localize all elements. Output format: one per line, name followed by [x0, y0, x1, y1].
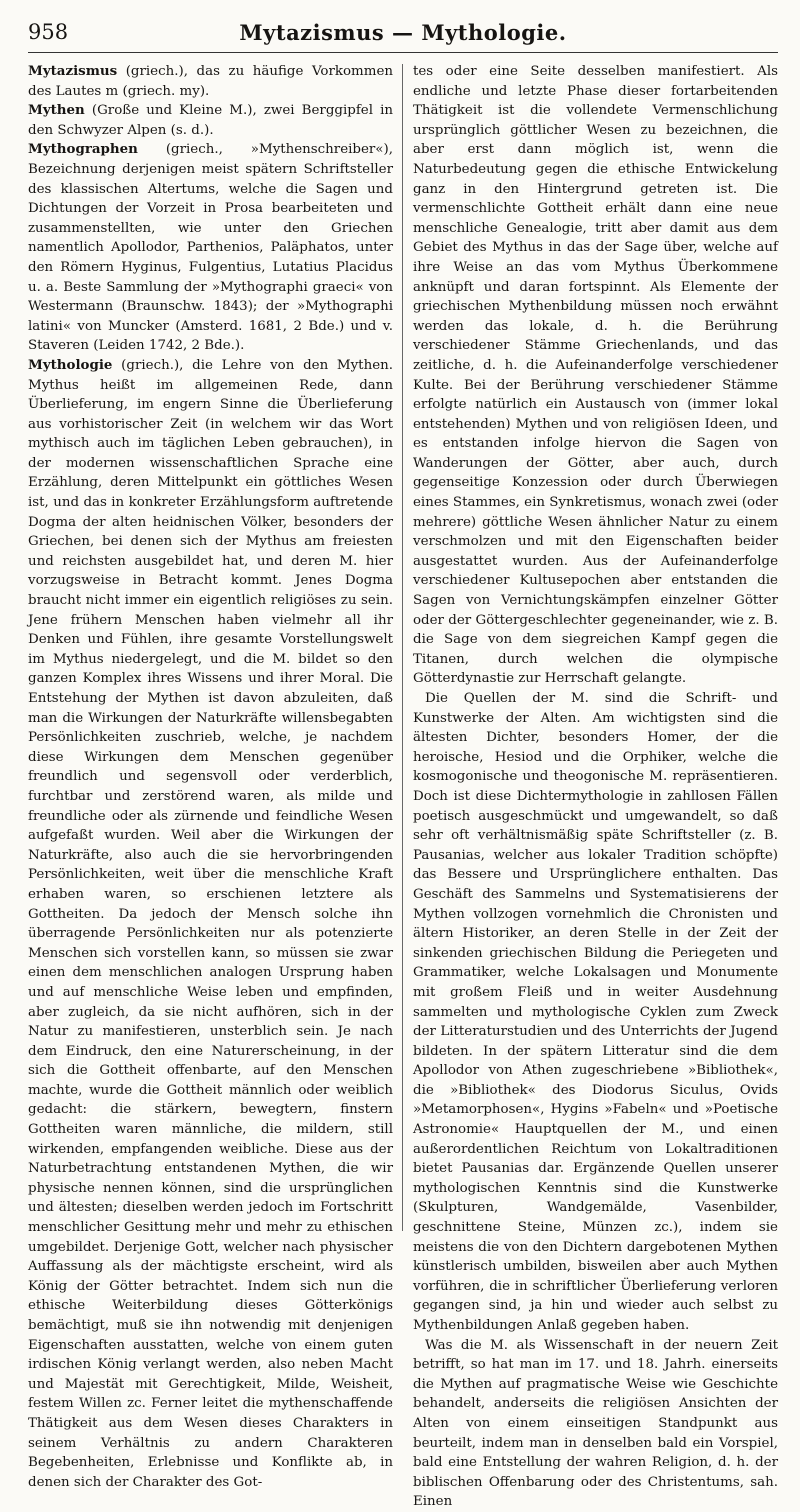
paragraph-quellen: Die Quellen der M. sind die Schrift- und Kunstwerke der Alten. Am wichtigsten sind die ältesten Dichter, besonders Homer, der die heroische, Hesiod und die Orphiker, welche die kosmogonische und theogonische M. repräsentieren. Doch ist diese Dichtermythologie in zahllosen Fällen poetisch ausgeschmückt und umgewandelt, so daß sehr oft verhältnismäßig späte Schriftsteller (z. B. Pausanias, welcher aus lokaler Tradition schöpfte) das Bessere und Ursprünglichere enthalten. Das Geschäft des Sammelns und Systematisierens der Mythen vollzogen vornehmlich die Chronisten und ältern Historiker, an deren Stelle in der Zeit der sinkenden griechischen Bildung die Periegeten und Grammatiker, welche Lokalsagen und Monumente mit großem Fleiß und in weiter Ausdehnung sammelten und mythologische Cyklen zum Zweck der Litteraturstudien und des Unterrichts der Jugend bildeten. In der spätern Litteratur sind die dem Apollodor von Athen zugeschriebene »Bibliothek«, die »Bibliothek« des Diodorus Siculus, Ovids »Metamorphosen«, Hygins »Fabeln« und »Poetische Astronomie« Hauptquellen der M., und einen außerordentlichen Reichtum von Lokaltraditionen bietet Pausanias dar. Ergänzende Quellen unserer mythologischen Kenntnis sind die Kunstwerke (Skulpturen, Wandgemälde, Vasenbilder, geschnittene Steine, Münzen zc.), indem sie meistens die von den Dichtern dargebotenen Mythen künstlerisch umbilden, bisweilen aber auch Mythen vorführen, die in schriftlicher Überlieferung verloren gegangen sind, ja hin und wieder auch selbst zu Mythenbildungen Anlaß gegeben haben.	[413, 691, 778, 1333]
entry-keyword: Mytazismus	[28, 63, 118, 79]
entry-text: (Große und Kleine M.), zwei Berggipfel in den Schwyzer Alpen (s. d.).	[28, 103, 393, 138]
paragraph-continuation: tes oder eine Seite desselben manifestiert. Als endliche und letzte Phase dieser fortarbeitenden Thätigkeit ist die vollendete Vermenschlichung ursprünglich göttlicher Wesen zu bezeichnen, die aber erst dann möglich ist, wenn die Naturbedeutung gegen die ethische Entwickelung ganz in den Hintergrund getreten ist. Die vermenschlichte Gottheit erhält dann eine neue menschliche Genealogie, tritt aber damit aus dem Gebiet des Mythus in das der Sage über, welche auf ihre Weise an das vom Mythus Überkommene anknüpft und daran fortspinnt. Als Elemente der griechischen Mythenbildung müssen noch erwähnt werden das lokale, d. h. die Berührung verschiedener Stämme Griechenlands, und das zeitliche, d. h. die Aufeinanderfolge verschiedener Kulte. Bei der Berührung verschiedener Stämme erfolgte natürlich ein Austausch von (immer lokal entstehenden) Mythen und von religiösen Ideen, und es entstanden infolge hiervon die Sagen von Wanderungen der Götter, aber auch, durch gegenseitige Konzession oder durch Überwiegen eines Stammes, ein Synkretismus, wonach zwei (oder mehrere) göttliche Wesen ähnlicher Natur zu einem verschmolzen und mit den Eigenschaften beider ausgestattet wurden. Aus der Aufeinanderfolge verschiedener Kultusepochen aber entstanden die Sagen von Vernichtungskämpfen einzelner Götter oder der Göttergeschlechter gegeneinander, wie z. B. die Sage von dem siegreichen Kampf gegen die Titanen, durch welchen die olympische Götterdynastie zur Herrschaft gelangte.	[413, 64, 778, 687]
entry-text: (griech.), die Lehre von den Mythen. Mythus heißt im allgemeinen Rede, dann Überlieferung, im engern Sinne die Überlieferung aus vorhistorischer Zeit (in welchem wir das Wort mythisch auch im täglichen Leben gebrauchen), in der modernen wissenschaftlichen Sprache eine Erzählung, deren Mittelpunkt ein göttliches Wesen ist, und das in konkreter Erzählungsform auftretende Dogma der alten heidnischen Völker, besonders der Griechen, bei denen sich der Mythus am freiesten und reichsten ausgebildet hat, und deren M. hier vorzugsweise in Betracht kommt. Jenes Dogma braucht nicht immer ein eigentlich religiöses zu sein. Jene frühern Menschen haben vielmehr all ihr Denken und Fühlen, ihre gesamte Vorstellungswelt im Mythus niedergelegt, und die M. bildet so den ganzen Komplex ihres Wissens und ihrer Moral. Die Entstehung der Mythen ist davon abzuleiten, daß man die Wirkungen der Naturkräfte willensbegabten Persönlichkeiten zuschrieb, welche, je nachdem diese Wirkungen dem Menschen gegenüber freundlich und segensvoll oder verderblich, furchtbar und zerstörend waren, als milde und freundliche oder als zürnende und feindliche Wesen aufgefaßt wurden. Weil aber die Wirkungen der Naturkräfte, also auch die sie hervorbringenden Persönlichkeiten, weit über die menschliche Kraft erhaben waren, so erschienen letztere als Gottheiten. Da jedoch der Mensch solche ihn überragende Persönlichkeiten nur als potenzierte Menschen sich vorstellen kann, so müssen sie zwar einen dem menschlichen analogen Ursprung haben und auf menschliche Weise leben und empfinden, aber zugleich, da sie nicht aufhören, sich in der Natur zu manifestieren, unsterblich sein. Je nach dem Eindruck, den eine Naturerscheinung, in der sich die Gottheit offenbarte, auf den Menschen machte, wurde die Gottheit männlich oder weiblich gedacht: die stärkern, bewegtern, finstern Gottheiten waren männliche, die mildern, still wirkenden, empfangenden weibliche. Diese aus der Naturbetrachtung entstandenen Mythen, die wir physische nennen können, sind die ursprünglichen und ältesten; dieselben werden jedoch im Fortschritt menschlicher Gesittung mehr und mehr zu ethischen umgebildet. Derjenige Gott, welcher nach physischer Auffassung als der mächtigste erscheint, wird als König der Götter betrachtet. Indem sich nun die ethische Weiterbildung dieses Götterkönigs bemächtigt, muß sie ihn notwendig mit denjenigen Eigenschaften ausstatten, welche von einem guten irdischen König verlangt werden, also neben Macht und Majestät mit Gerechtigkeit, Milde, Weisheit, festem Willen zc. Ferner leitet die mythenschaffende Thätigkeit aus dem Wesen dieses Charakters in seinem Verhältnis zu andern Charakteren Begebenheiten, Erlebnisse und Konflikte ab, in denen sich der Charakter des Got-	[28, 357, 393, 1490]
entry-mythographen	[28, 140, 393, 356]
entry-mythen	[28, 101, 393, 140]
page-number: 958	[28, 20, 69, 44]
left-column	[28, 62, 393, 1490]
entry-keyword: Mythologie	[28, 356, 113, 373]
entry-keyword: Mythen	[28, 102, 85, 119]
paragraph-wissenschaft: Was die M. als Wissenschaft in der neuern Zeit betrifft, so hat man im 17. und 18. Jahrh. einerseits die Mythen auf pragmatische Weise wie Geschichte behandelt, anderseits die religiösen Ansichten der Alten von einem einseitigen Standpunkt aus beurteilt, indem man in denselben bald ein Vorspiel, bald eine Entstellung der wahren Religion, d. h. der biblischen Offenbarung oder des Christentums, sah. Einen	[413, 1337, 778, 1510]
entry-text: (griech., »Mythenschreiber«), Bezeichnung derjenigen meist spätern Schriftsteller des klassischen Altertums, welche die Sagen und Dichtungen der Vorzeit in Prosa bearbeiteten und zusammenstellten, wie unter den Griechen namentlich Apollodor, Parthenios, Paläphatos, unter den Römern Hyginus, Fulgentius, Lutatius Placidus u. a. Beste Sammlung der »Mythographi graeci« von Westermann (Braunschw. 1843); der »Mythographi latini« von Muncker (Amsterd. 1681, 2 Bde.) und v. Staveren (Leiden 1742, 2 Bde.).	[28, 142, 393, 354]
entry-keyword: Mythographen	[28, 141, 138, 158]
entry-mytazismus	[28, 62, 393, 101]
entry-text: (griech.), das zu häufige Vorkommen des Lautes m (griech. my).	[28, 64, 393, 99]
right-column	[413, 62, 778, 1510]
page-header	[28, 12, 778, 53]
page-title: Mytazismus — Mythologie.	[239, 20, 567, 45]
column-divider	[402, 64, 403, 1231]
text-columns	[28, 62, 778, 1510]
entry-mythologie	[28, 356, 393, 1492]
